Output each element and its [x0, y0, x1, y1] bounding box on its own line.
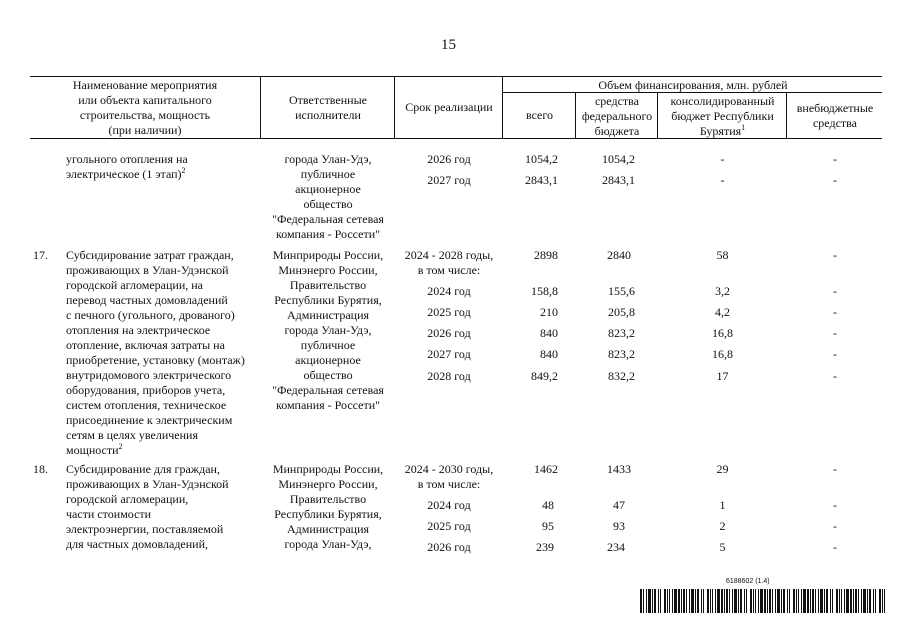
row-name: Субсидирование затрат граждан, проживающих в Улан-Удэнской городской агломерации, на перевод частных домовладений с печного (угольного, дрованого) отопления на электрическое отопление, включая затраты на приобретение, установку (монтаж) внутридомового электрического оборудования, приборов учета, систем отопления, техническое присоединение к электрическим сетям в целях увеличения мощности$^2$	[66, 248, 245, 457]
term-cell: 2026 год	[427, 326, 471, 340]
extra-cell: -	[833, 305, 837, 319]
header-consolidated: консолидированный бюджет Республики Бурятия$^1$	[670, 94, 775, 138]
total-cell: 2898	[534, 248, 558, 262]
cons-cell: 16,8	[712, 347, 733, 361]
federal-cell: 93	[613, 519, 625, 533]
federal-cell: 1433	[607, 462, 631, 476]
total-cell: 849,2	[531, 369, 558, 383]
extra-cell: -	[833, 347, 837, 361]
col-divider-1	[260, 76, 261, 138]
extra-cell: -	[833, 540, 837, 554]
row-name-continuation: угольного отопления на электрическое (1 этап)$^2$	[66, 152, 188, 181]
cons-cell: 5	[719, 540, 726, 554]
cons-cell: -	[720, 173, 725, 187]
extra-cell: -	[833, 519, 837, 533]
term-cell: 2026 год	[427, 152, 471, 166]
extra-cell: -	[833, 369, 837, 383]
barcode-number: 6188602 (1.4)	[726, 578, 770, 585]
total-cell: 48	[542, 498, 554, 512]
total-cell: 840	[540, 347, 558, 361]
federal-cell: 2840	[607, 248, 631, 262]
row-number: 18.	[33, 462, 48, 476]
term-cell: 2024 год	[427, 498, 471, 512]
footnote-marker: 2	[181, 166, 186, 175]
header-name: Наименование мероприятия или объекта капитального строительства, мощность (при наличии)	[72, 78, 218, 137]
term-summary-cell: 2024 - 2028 годы, в том числе:	[404, 248, 494, 277]
header-volume: Объем финансирования, млн. рублей	[598, 78, 788, 92]
federal-cell: 234	[607, 540, 625, 554]
federal-cell: 823,2	[608, 326, 635, 340]
cons-cell: 58	[716, 248, 729, 262]
header-extra: внебюджетные средства	[796, 101, 874, 130]
cons-cell: -	[720, 152, 725, 166]
header-federal: средства федерального бюджета	[581, 94, 653, 138]
term-summary-cell: 2024 - 2030 годы, в том числе:	[404, 462, 494, 491]
total-cell: 1462	[534, 462, 558, 476]
page-number: 15	[441, 37, 456, 53]
cons-cell: 17	[716, 369, 729, 383]
col-divider-3	[502, 76, 503, 138]
table-top-rule	[30, 76, 882, 77]
cons-cell: 1	[719, 498, 726, 512]
total-cell: 2843,1	[525, 173, 558, 187]
extra-cell: -	[833, 326, 837, 340]
term-cell: 2024 год	[427, 284, 471, 298]
row-executors: Минприроды России, Минэнерго России, Правительство Республики Бурятия, Администрация города Улан-Удэ, публичное акционерное общество "Федеральная сетевая компания - Россети"	[272, 248, 384, 412]
term-cell: 2027 год	[427, 173, 471, 187]
col-divider-2	[394, 76, 395, 138]
term-cell: 2026 год	[427, 540, 471, 554]
col-divider-5	[657, 92, 658, 138]
cons-cell: 2	[719, 519, 726, 533]
extra-cell: -	[833, 498, 837, 512]
term-cell: 2028 год	[427, 369, 471, 383]
total-cell: 1054,2	[525, 152, 558, 166]
cons-cell: 29	[716, 462, 729, 476]
federal-cell: 47	[613, 498, 625, 512]
col-divider-6	[786, 92, 787, 138]
federal-cell: 823,2	[608, 347, 635, 361]
cons-cell: 16,8	[712, 326, 733, 340]
row-number: 17.	[33, 248, 48, 262]
row-executors: Минприроды России, Минэнерго России, Правительство Республики Бурятия, Администрация города Улан-Удэ,	[272, 462, 384, 551]
barcode	[640, 589, 886, 613]
header-executors: Ответственные исполнители	[289, 93, 367, 122]
cons-cell: 3,2	[715, 284, 730, 298]
row-name: Субсидирование для граждан, проживающих в Улан-Удэнской городской агломерации, части стоимости электроэнергии, поставляемой для частных домовладений,	[66, 462, 229, 551]
federal-cell: 1054,2	[602, 152, 635, 166]
extra-cell: -	[833, 173, 837, 187]
header-total: всего	[525, 108, 554, 122]
total-cell: 158,8	[531, 284, 558, 298]
cons-cell: 4,2	[715, 305, 730, 319]
extra-cell: -	[833, 152, 837, 166]
federal-cell: 155,6	[608, 284, 635, 298]
extra-cell: -	[833, 284, 837, 298]
total-cell: 239	[536, 540, 554, 554]
total-cell: 210	[540, 305, 558, 319]
footnote-marker: 1	[741, 123, 746, 132]
term-cell: 2025 год	[427, 519, 471, 533]
col-divider-4	[575, 92, 576, 138]
total-cell: 95	[542, 519, 554, 533]
footnote-marker: 2	[118, 442, 123, 451]
total-cell: 840	[540, 326, 558, 340]
extra-cell: -	[833, 462, 837, 476]
header-term: Срок реализации	[405, 100, 493, 114]
extra-cell: -	[833, 248, 837, 262]
federal-cell: 832,2	[608, 369, 635, 383]
term-cell: 2025 год	[427, 305, 471, 319]
term-cell: 2027 год	[427, 347, 471, 361]
row-executors-continuation: города Улан-Удэ, публичное акционерное общество "Федеральная сетевая компания - Россети"	[272, 152, 384, 241]
federal-cell: 205,8	[608, 305, 635, 319]
federal-cell: 2843,1	[602, 173, 635, 187]
